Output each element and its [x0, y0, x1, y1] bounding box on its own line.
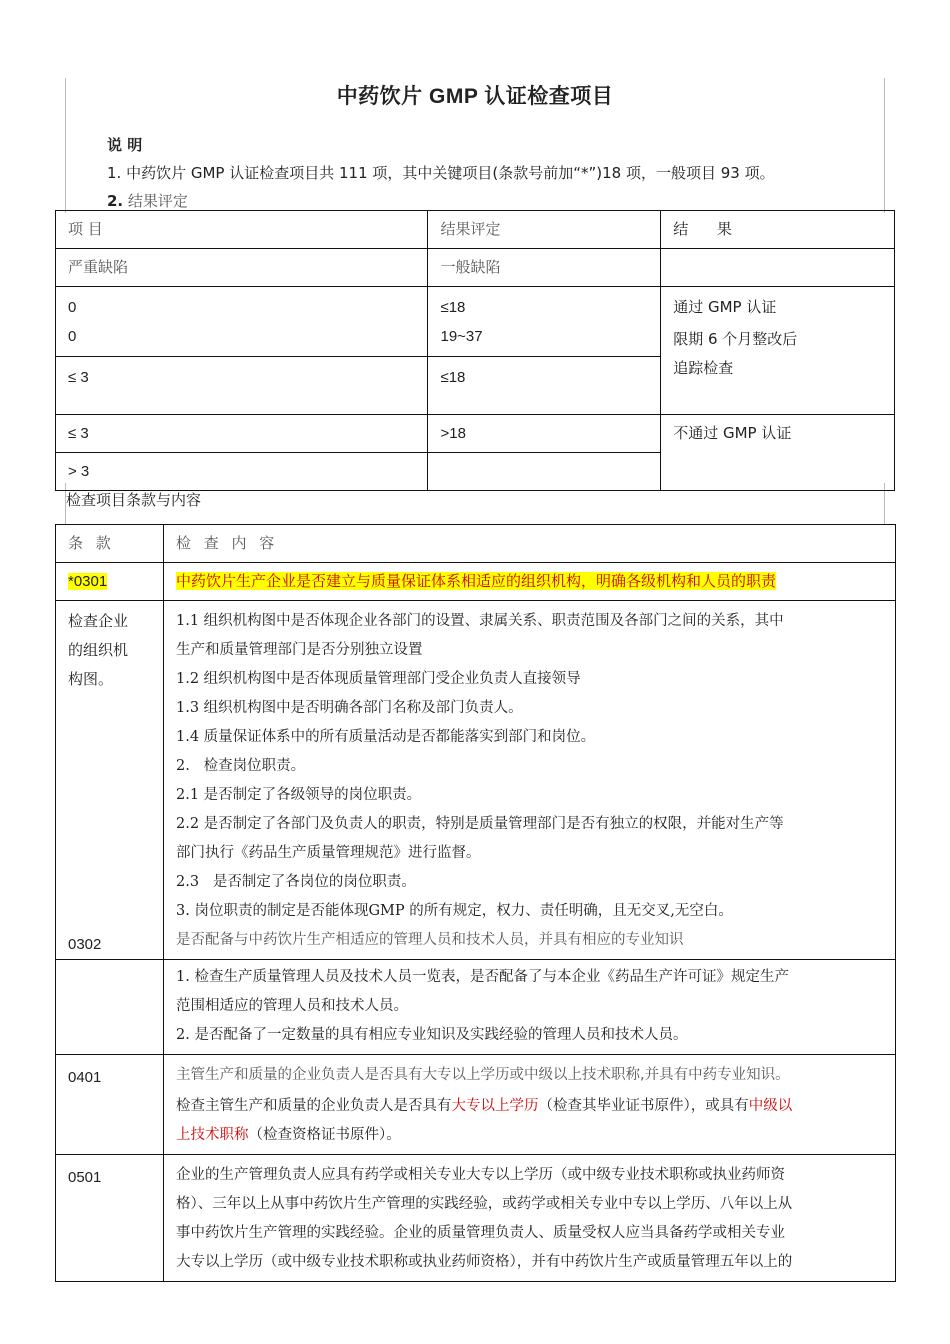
item-0302-sub-left — [56, 960, 164, 1055]
sub-line: 2. 是否配备了一定数量的具有相应专业知识及实践经验的管理人员和技术人员。 — [176, 1027, 688, 1043]
sub-line: 2.3 是否制定了各岗位的岗位职责。 — [176, 874, 416, 890]
sub-line: 2.2 是否制定了各部门及负责人的职责，特别是质量管理部门是否有独立的权限，并能对生产等 — [176, 816, 784, 832]
sub-line: 1.2 组织机构图中是否体现质量管理部门受企业负责人直接领导 — [176, 671, 581, 687]
item-0401-code: 0401 — [68, 1069, 102, 1086]
result-row-1-general: ≤18 19~37 — [428, 287, 661, 357]
result-row-4-severe: > 3 — [56, 453, 428, 491]
item-0301-sub-content — [164, 601, 896, 960]
item-0401-code-cell — [56, 1055, 164, 1155]
item-0401-content: 主管生产和质量的企业负责人是否具有大专以上学历或中级以上技术职称,并具有中药专业知识。 检查主管生产和质量的企业负责人是否具有大专以上学历（检查其毕业证书原件），或具有中级以 上技术职称（检查资格证书原件）。 — [164, 1055, 896, 1155]
item-0501-content — [164, 1155, 896, 1282]
sub-line: 企业的生产管理负责人应具有药学或相关专业大专以上学历（或中级专业技术职称或执业药师资 — [176, 1167, 785, 1183]
sub-line: 范围相适应的管理人员和技术人员。 — [176, 998, 408, 1014]
intro-line-2 — [107, 190, 188, 211]
sub-line: 格）、三年以上从事中药饮片生产管理的实践经验，或药学或相关专业中专以上学历、八年以上从 — [176, 1196, 793, 1212]
sub-line: 1.1 组织机构图中是否体现企业各部门的设置、隶属关系、职责范围及各部门之间的关系，其中 — [176, 613, 784, 629]
intro-line-2-number: 2. — [107, 192, 124, 210]
item-0301-text-cell — [164, 563, 896, 601]
item-0401-check: 检查主管生产和质量的企业负责人是否具有大专以上学历（检查其毕业证书原件），或具有中级以 — [176, 1098, 793, 1114]
item-0501-code: 0501 — [68, 1169, 102, 1186]
result-track: 追踪检查 — [673, 359, 734, 377]
intro-line-1: 1. 中药饮片 GMP 认证检查项目共 111 项，其中关键项目(条款号前加“*”)18 项，一般项目 93 项。 — [107, 164, 775, 182]
result-row-2-severe: ≤ 3 — [56, 357, 428, 415]
result-subheader-empty — [661, 249, 895, 287]
result-fail-cell — [661, 415, 895, 491]
result-row-3-severe: ≤ 3 — [56, 415, 428, 453]
item-0301-code: *0301 — [68, 573, 108, 590]
result-subheader-general: 一般缺陷 — [428, 249, 661, 287]
sub-line: 1.3 组织机构图中是否明确各部门名称及部门负责人。 — [176, 700, 523, 716]
sub-line: 大专以上学历（或中级专业技术职称或执业药师资格），并有中药饮片生产或质量管理五年以上的 — [176, 1254, 793, 1270]
sub-line: 1.4 质量保证体系中的所有质量活动是否都能落实到部门和岗位。 — [176, 729, 596, 745]
result-row-1-severe: 0 0 — [56, 287, 428, 357]
result-rectify: 限期 6 个月整改后 — [673, 330, 798, 348]
items-header-code: 条 款 — [56, 525, 164, 563]
item-0302-text: 是否配备与中药饮片生产相适应的管理人员和技术人员，并具有相应的专业知识 — [176, 932, 684, 948]
item-0401-text: 主管生产和质量的企业负责人是否具有大专以上学历或中级以上技术职称,并具有中药专业知识。 — [176, 1067, 790, 1083]
result-row-3-general: >18 — [428, 415, 661, 453]
item-0302-sub-content — [164, 960, 896, 1055]
item-0501-code-cell — [56, 1155, 164, 1282]
result-pass-cell — [661, 287, 895, 415]
items-table — [55, 524, 896, 1282]
item-0301-text: 中药饮片生产企业是否建立与质量保证体系相适应的组织机构，明确各级机构和人员的职责 — [176, 572, 777, 590]
item-0302-code: 0302 — [68, 936, 102, 953]
page-title: 中药饮片 GMP 认证检查项目 — [336, 85, 614, 108]
result-row-2-general: ≤18 — [428, 357, 661, 415]
intro-line-2-text: 结果评定 — [127, 192, 188, 210]
sub-line: 2. 检查岗位职责。 — [176, 758, 306, 774]
sub-line: 部门执行《药品生产质量管理规范》进行监督。 — [176, 845, 481, 861]
sub-line: 1. 检查生产质量管理人员及技术人员一览表，是否配备了与本企业《药品生产许可证》规定生产 — [176, 969, 789, 985]
section-title: 检查项目条款与内容 — [66, 491, 202, 509]
sub-line: 生产和质量管理部门是否分别独立设置 — [176, 642, 423, 658]
sub-line: 2.1 是否制定了各级领导的岗位职责。 — [176, 787, 422, 803]
item-0301-sub-left: 检查企业 的组织机 构图。 0302 — [56, 601, 164, 960]
sub-line: 事中药饮片生产管理的实践经验。企业的质量管理负责人、质量受权人应当具备药学或相关专业 — [176, 1225, 785, 1241]
result-subheader-severe: 严重缺陷 — [56, 249, 428, 287]
sub-line: 3. 岗位职责的制定是否能体现GMP 的所有规定，权力、责任明确，且无交叉,无空白。 — [176, 903, 733, 919]
result-header-item: 项 目 — [56, 211, 428, 249]
items-header-content: 检 查 内 容 — [164, 525, 896, 563]
result-header-eval: 结果评定 — [428, 211, 661, 249]
result-row-4-general — [428, 453, 661, 491]
result-pass: 通过 GMP 认证 — [673, 298, 777, 316]
item-0301-code-cell — [56, 563, 164, 601]
intro-heading: 说 明 — [107, 136, 143, 154]
result-header-result: 结 果 — [661, 211, 895, 249]
result-fail: 不通过 GMP 认证 — [673, 424, 792, 442]
result-table — [55, 210, 895, 491]
